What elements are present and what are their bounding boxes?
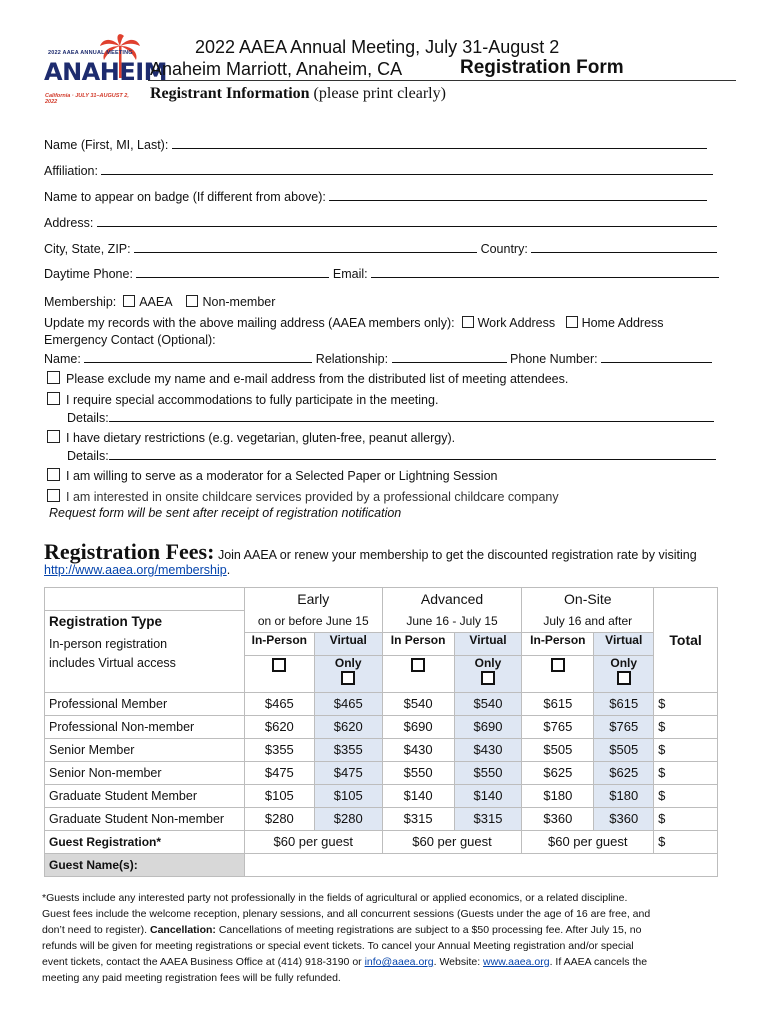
early-inperson-cell	[244, 656, 314, 693]
membership-row	[44, 295, 275, 310]
logo-big-text: ANAHEIM	[44, 58, 168, 86]
website-link[interactable]: www.aaea.org	[483, 956, 550, 968]
fee-price: $550	[454, 761, 522, 784]
accommodations-option	[47, 392, 438, 408]
email-field[interactable]	[371, 265, 719, 278]
non-member-checkbox[interactable]	[186, 295, 198, 307]
footer-line-2: Guest fees include the welcome reception, plenary sessions, and all concurrent sessions (Guests under the age of 16 are free, and	[42, 908, 651, 920]
update-records-label: Update my records with the above mailing address (AAEA members only):	[44, 316, 455, 330]
emergency-relationship-label: Relationship:	[315, 352, 389, 366]
fee-row-type: Senior Non-member	[45, 761, 245, 784]
early-virtual-checkbox[interactable]	[341, 671, 355, 685]
fee-price: $475	[244, 761, 314, 784]
advanced-only-text: Only	[474, 656, 502, 670]
childcare-checkbox[interactable]	[47, 489, 60, 502]
onsite-period-name: On-Site	[522, 588, 654, 611]
dietary-checkbox[interactable]	[47, 430, 60, 443]
affiliation-field[interactable]	[101, 162, 713, 175]
onsite-inperson-cell	[522, 656, 594, 693]
footer-line-5	[42, 954, 732, 970]
fee-price: $625	[594, 761, 654, 784]
fee-price: $360	[594, 807, 654, 830]
fee-price: $615	[522, 692, 594, 715]
early-virtual-text: Virtual	[329, 633, 367, 647]
footer-line-4: refunds will be given for meeting registrations or special event tickets. To cancel your Annual Meeting registration and/or special	[42, 940, 634, 952]
name-field[interactable]	[172, 136, 707, 149]
childcare-option	[47, 489, 559, 505]
fee-price: $430	[454, 738, 522, 761]
address-label: Address:	[44, 216, 94, 230]
affiliation-label: Affiliation:	[44, 164, 98, 178]
early-virtual-cell	[314, 656, 382, 693]
accommodations-label: I require special accommodations to fully participate in the meeting.	[66, 393, 439, 407]
fee-row-total[interactable]: $	[654, 715, 718, 738]
fee-price: $550	[382, 761, 454, 784]
onsite-inperson-text: In-Person	[530, 633, 586, 647]
form-label: Registration Form	[460, 57, 624, 78]
fee-row-total[interactable]: $	[654, 807, 718, 830]
fee-price: $360	[522, 807, 594, 830]
phone-label: Daytime Phone:	[44, 267, 133, 281]
onsite-virtual-checkbox[interactable]	[617, 671, 631, 685]
footer-p5a: event tickets, contact the AAEA Business Office at (414) 918-3190 or	[42, 956, 365, 968]
moderator-checkbox[interactable]	[47, 468, 60, 481]
emergency-relationship-field[interactable]	[392, 350, 507, 363]
details1-label: Details:	[67, 411, 109, 425]
fee-row-type: Professional Non-member	[45, 715, 245, 738]
fee-price: $540	[454, 692, 522, 715]
fee-row-type: Graduate Student Member	[45, 784, 245, 807]
fee-row	[45, 784, 718, 807]
city-row	[44, 240, 717, 257]
address-field[interactable]	[97, 214, 717, 227]
emergency-phone-label: Phone Number:	[510, 352, 598, 366]
emergency-label: Emergency Contact (Optional):	[44, 333, 216, 347]
onsite-virtual-text: Virtual	[605, 633, 643, 647]
fee-row-total[interactable]: $	[654, 784, 718, 807]
advanced-virtual-text: Virtual	[469, 633, 507, 647]
fees-title: Registration Fees:	[44, 539, 215, 564]
fee-price: $180	[522, 784, 594, 807]
fee-rows	[45, 692, 718, 830]
fee-price: $505	[594, 738, 654, 761]
advanced-inperson-checkbox[interactable]	[411, 658, 425, 672]
details2-row	[67, 447, 716, 464]
fee-price: $355	[314, 738, 382, 761]
cancellation-label: Cancellation:	[149, 924, 216, 936]
fee-row-total[interactable]: $	[654, 692, 718, 715]
emergency-phone-field[interactable]	[601, 350, 712, 363]
section-heading	[150, 85, 446, 103]
dietary-option	[47, 430, 455, 446]
work-address-label: Work Address	[477, 316, 556, 330]
footer-p5b: . Website:	[433, 956, 484, 968]
footer-p5c: . If AAEA cancels the	[549, 956, 648, 968]
accommodations-checkbox[interactable]	[47, 392, 60, 405]
guest-registration-label: Guest Registration*	[45, 830, 245, 853]
dietary-label: I have dietary restrictions (e.g. vegetarian, gluten-free, peanut allergy).	[66, 431, 456, 445]
dietary-details-field[interactable]	[109, 447, 716, 460]
advanced-guest-price: $60 per guest	[382, 830, 522, 853]
exclude-option	[47, 371, 568, 387]
early-inperson-text: In-Person	[251, 633, 307, 647]
city-label: City, State, ZIP:	[44, 242, 131, 256]
onsite-virtual-label	[594, 633, 654, 656]
total-header: Total	[654, 588, 718, 693]
type-sub1: In-person registration	[45, 633, 245, 656]
home-address-checkbox[interactable]	[566, 316, 578, 328]
footer-p3a: don’t need to register).	[42, 924, 150, 936]
fee-price: $620	[244, 715, 314, 738]
advanced-inperson-text: In Person	[390, 633, 446, 647]
emergency-name-label: Name:	[44, 352, 81, 366]
fee-price: $105	[244, 784, 314, 807]
type-header: Registration Type	[45, 610, 245, 633]
details1-row	[67, 409, 714, 426]
fee-price: $615	[594, 692, 654, 715]
onsite-virtual-cell	[594, 656, 654, 693]
accommodations-details-field[interactable]	[109, 409, 714, 422]
fee-price: $280	[314, 807, 382, 830]
fee-price: $765	[594, 715, 654, 738]
early-inperson-checkbox[interactable]	[272, 658, 286, 672]
update-records-row	[44, 316, 664, 331]
details2-label: Details:	[67, 449, 109, 463]
fee-price: $465	[244, 692, 314, 715]
footer-notes	[42, 890, 732, 986]
fee-price: $315	[454, 807, 522, 830]
footer-p3c: Cancellations of meeting registrations are subject to a $50 processing fee. After July 15, no	[215, 924, 642, 936]
footer-line-1: *Guests include any interested party not professionally in the fields of agricultural or applied economics, or a related discipline.	[42, 892, 628, 904]
fee-row	[45, 692, 718, 715]
advanced-virtual-label	[454, 633, 522, 656]
footer-line-6: meeting any paid meeting registration fees will be fully refunded.	[42, 972, 341, 984]
advanced-period-dates: June 16 - July 15	[382, 610, 522, 633]
address-row	[44, 214, 717, 231]
guest-total[interactable]: $	[654, 830, 718, 853]
fee-price: $505	[522, 738, 594, 761]
onsite-only-text: Only	[610, 656, 638, 670]
exclude-label: Please exclude my name and e-mail address from the distributed list of meeting attendees.	[66, 372, 569, 386]
advanced-virtual-cell	[454, 656, 522, 693]
moderator-label: I am willing to serve as a moderator for a Selected Paper or Lightning Session	[66, 469, 498, 483]
fee-price: $430	[382, 738, 454, 761]
onsite-guest-price: $60 per guest	[522, 830, 654, 853]
logo-sub-text: California · JULY 31–AUGUST 2, 2022	[45, 93, 129, 105]
fee-price: $140	[454, 784, 522, 807]
fees-intro: Join AAEA or renew your membership to get the discounted registration rate by visiting	[217, 548, 697, 562]
early-period-name: Early	[244, 588, 382, 611]
home-address-label: Home Address	[581, 316, 664, 330]
emergency-name-field[interactable]	[84, 350, 312, 363]
fee-row	[45, 807, 718, 830]
aaea-checkbox[interactable]	[123, 295, 135, 307]
membership-label: Membership:	[44, 295, 117, 309]
moderator-option	[47, 468, 497, 484]
request-note: Request form will be sent after receipt of registration notification	[49, 506, 402, 520]
fee-price: $355	[244, 738, 314, 761]
exclude-checkbox[interactable]	[47, 371, 60, 384]
work-address-checkbox[interactable]	[462, 316, 474, 328]
fee-price: $690	[382, 715, 454, 738]
section-title: Registrant Information	[150, 85, 310, 102]
logo-small-text: 2022 AAEA ANNUAL MEETING	[48, 50, 133, 56]
email-link[interactable]: info@aaea.org	[364, 956, 434, 968]
affiliation-row	[44, 162, 713, 179]
fee-row-type: Professional Member	[45, 692, 245, 715]
early-only-text: Only	[334, 656, 362, 670]
onsite-inperson-label	[522, 633, 594, 656]
meeting-title: 2022 AAEA Annual Meeting, July 31-August 2	[195, 37, 560, 57]
country-field[interactable]	[531, 240, 717, 253]
advanced-period-name: Advanced	[382, 588, 522, 611]
early-period-dates: on or before June 15	[244, 610, 382, 633]
early-guest-price: $60 per guest	[244, 830, 382, 853]
advanced-inperson-label	[382, 633, 454, 656]
fee-price: $690	[454, 715, 522, 738]
fee-row	[45, 715, 718, 738]
footer-line-3	[42, 922, 732, 938]
fee-price: $315	[382, 807, 454, 830]
fee-price: $620	[314, 715, 382, 738]
fee-row-type: Senior Member	[45, 738, 245, 761]
fee-row-type: Graduate Student Non-member	[45, 807, 245, 830]
country-label: Country:	[480, 242, 528, 256]
childcare-label: I am interested in onsite childcare services provided by a professional childcare company	[66, 490, 559, 504]
guest-names-label: Guest Name(s):	[45, 853, 245, 876]
fee-price: $140	[382, 784, 454, 807]
aaea-anaheim-logo	[42, 38, 168, 108]
emergency-row	[44, 350, 712, 367]
fee-price: $280	[244, 807, 314, 830]
fee-row	[45, 761, 718, 784]
name-label: Name (First, MI, Last):	[44, 138, 169, 152]
type-sub2: includes Virtual access	[45, 656, 245, 693]
badge-field[interactable]	[329, 188, 707, 201]
meeting-location: Anaheim Marriott, Anaheim, CA	[150, 59, 403, 79]
fee-row-total[interactable]: $	[654, 738, 718, 761]
fee-row-total[interactable]: $	[654, 761, 718, 784]
header-rule	[148, 80, 736, 81]
fee-price: $625	[522, 761, 594, 784]
registration-fees-table	[44, 587, 718, 877]
membership-link-suffix: .	[226, 563, 231, 577]
onsite-period-dates: July 16 and after	[522, 610, 654, 633]
guest-names-field[interactable]	[244, 853, 717, 876]
fee-price: $105	[314, 784, 382, 807]
fee-price: $465	[314, 692, 382, 715]
membership-link-row	[44, 563, 230, 578]
advanced-inperson-cell	[382, 656, 454, 693]
advanced-virtual-checkbox[interactable]	[481, 671, 495, 685]
aaea-option-label: AAEA	[139, 295, 173, 309]
phone-field[interactable]	[136, 265, 329, 278]
phone-row	[44, 265, 719, 282]
fee-price: $475	[314, 761, 382, 784]
membership-link[interactable]: http://www.aaea.org/membership	[44, 563, 227, 577]
city-field[interactable]	[134, 240, 477, 253]
email-label: Email:	[332, 267, 368, 281]
non-member-option-label: Non-member	[202, 295, 276, 309]
badge-row	[44, 188, 707, 205]
fee-row	[45, 738, 718, 761]
section-note: (please print clearly)	[313, 85, 446, 102]
fee-price: $765	[522, 715, 594, 738]
name-row	[44, 136, 707, 153]
onsite-inperson-checkbox[interactable]	[551, 658, 565, 672]
fee-price: $540	[382, 692, 454, 715]
early-virtual-label	[314, 633, 382, 656]
badge-label: Name to appear on badge (If different from above):	[44, 190, 326, 204]
fee-price: $180	[594, 784, 654, 807]
early-inperson-label	[244, 633, 314, 656]
